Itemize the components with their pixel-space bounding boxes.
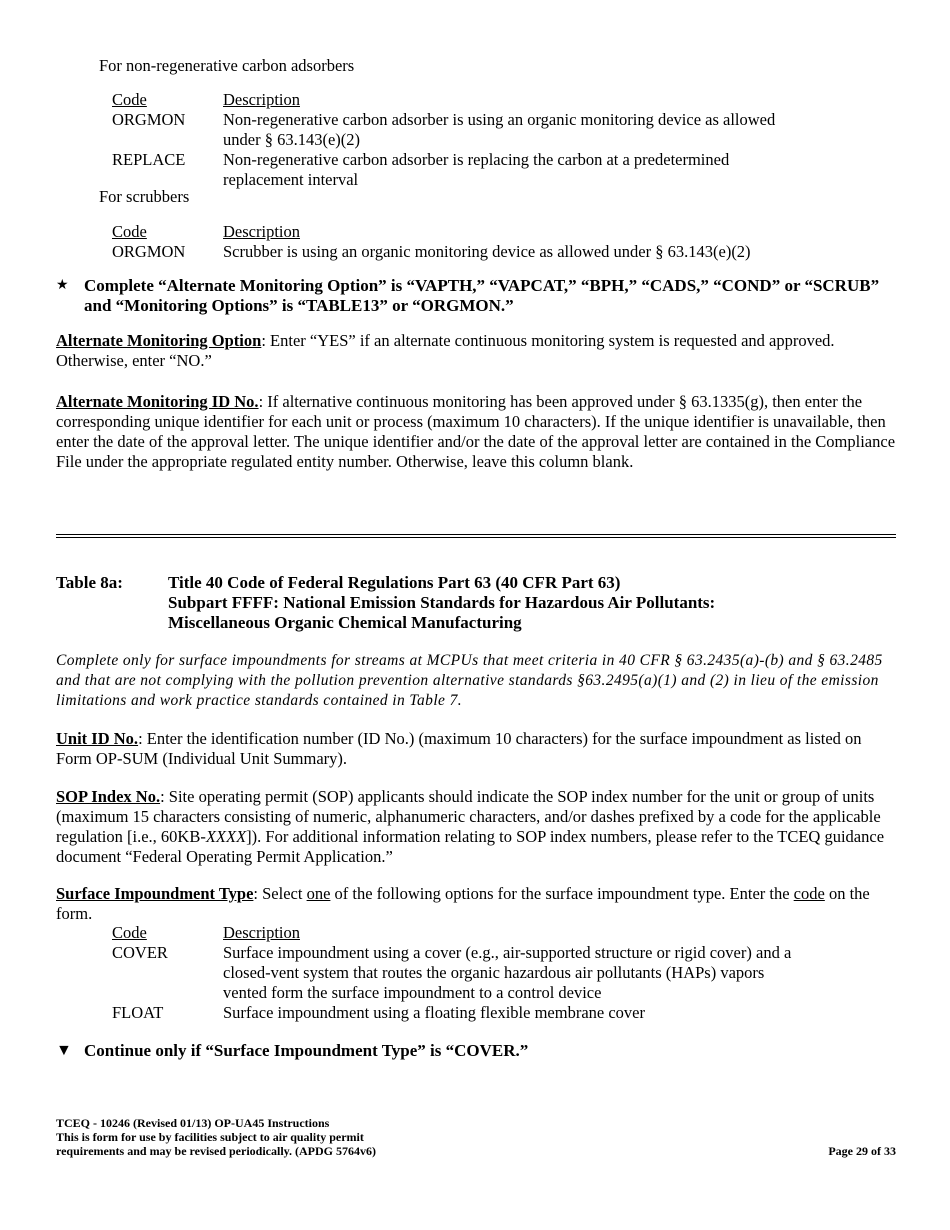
section-divider — [56, 534, 896, 538]
complete-instruction-note — [56, 276, 896, 316]
sop-index-text: : Site operating permit (SOP) applicants should indicate the SOP index number for the unit or group of units (maximum 15 characters consisting of numeric, alphanumeric characters, and/or dashes prefixed by a code for the applicable regulation [i.e., 60KB- — [56, 787, 881, 846]
description-header: Description — [223, 923, 300, 942]
alternate-monitoring-id-paragraph — [56, 392, 896, 472]
alternate-monitoring-option-text: : Enter “YES” if an alternate continuous monitoring system is requested and approved. Otherwise, enter “NO.” — [56, 331, 835, 370]
surface-type-code-table — [112, 923, 792, 1023]
surface-impoundment-type-term: Surface Impoundment Type — [56, 884, 254, 903]
one-emphasis: one — [306, 884, 331, 903]
description-cell: Surface impoundment using a cover (e.g., air-supported structure or rigid cover) and a closed-vent system that routes the organic hazardous air pollutants (HAPs) vapors vented form the surface impoundment to a control device — [223, 943, 792, 1002]
page-number: Page 29 of 33 — [828, 1144, 896, 1158]
sop-index-placeholder: XXXX — [205, 827, 247, 846]
complete-instruction-text: Complete “Alternate Monitoring Option” is “VAPTH,” “VAPCAT,” “BPH,” “CADS,” “COND” or “SCRUB” and “Monitoring Options” is “TABLE13” or “ORGMON.” — [84, 276, 880, 315]
continue-instruction-note — [56, 1041, 896, 1061]
alternate-monitoring-id-text: : If alternative continuous monitoring has been approved under § 63.1335(g), then enter the corresponding unique identifier for each unit or process (maximum 10 characters). If the unique identifier is unavailable, then enter the date of the approval letter. The unique identifier and/or the date of the approval letter are contained in the Compliance File under the appropriate regulated entity number. Otherwise, leave this column blank. — [56, 392, 896, 471]
description-header: Description — [223, 90, 300, 109]
down-triangle-icon: ▼ — [56, 1042, 72, 1059]
table-8a-title-line: Miscellaneous Organic Chemical Manufacturing — [168, 613, 522, 632]
unit-id-term: Unit ID No. — [56, 729, 139, 748]
description-cell: Scrubber is using an organic monitoring device as allowed under § 63.143(e)(2) — [223, 242, 751, 261]
continue-instruction-text: Continue only if “Surface Impoundment Type” is “COVER.” — [84, 1041, 529, 1060]
code-cell: REPLACE — [112, 150, 186, 169]
table-header-row — [112, 923, 792, 943]
table-8a-title-line: Subpart FFFF: National Emission Standards for Hazardous Air Pollutants: — [168, 593, 716, 612]
code-header: Code — [112, 222, 147, 241]
code-cell: FLOAT — [112, 1003, 164, 1022]
carbon-intro: For non-regenerative carbon adsorbers — [99, 56, 355, 75]
description-cell: Surface impoundment using a floating flexible membrane cover — [223, 1003, 645, 1022]
code-emphasis: code — [793, 884, 825, 903]
footer-note-line: requirements and may be revised periodically. (APDG 5764v6) — [56, 1144, 376, 1158]
alternate-monitoring-id-term: Alternate Monitoring ID No. — [56, 392, 259, 411]
carbon-code-table — [112, 90, 812, 190]
table-row — [112, 1003, 792, 1023]
surface-type-text: of the following options for the surface impoundment type. Enter the — [330, 884, 794, 903]
scrubbers-intro: For scrubbers — [99, 187, 190, 206]
scrubbers-code-table — [112, 222, 812, 262]
table-header-row — [112, 222, 812, 242]
footer-note-line: This is form for use by facilities subject to air quality permit — [56, 1130, 364, 1144]
code-cell: ORGMON — [112, 242, 186, 261]
code-cell: COVER — [112, 943, 168, 962]
description-cell: Non-regenerative carbon adsorber is using an organic monitoring device as allowed under § 63.143(e)(2) — [223, 110, 776, 149]
table-8a-heading — [56, 573, 896, 633]
description-cell: Non-regenerative carbon adsorber is replacing the carbon at a predetermined replacement interval — [223, 150, 730, 189]
table-row — [112, 110, 812, 150]
unit-id-paragraph — [56, 729, 896, 769]
table-8a-applicability-note: Complete only for surface impoundments for streams at MCPUs that meet criteria in 40 CFR § 63.2435(a)-(b) and § 63.2485 and that are not complying with the pollution prevention alternative standards §63.2495(a)(1) and (2) in lieu of the emission limitations and work practice standards contained in Table 7. — [56, 652, 883, 709]
sop-index-paragraph — [56, 787, 896, 867]
table-8a-label: Table 8a: — [56, 573, 123, 592]
table-row — [112, 150, 812, 190]
table-header-row — [112, 90, 812, 110]
surface-type-text: on the form. — [56, 884, 870, 923]
table-8a-title-line: Title 40 Code of Federal Regulations Part 63 (40 CFR Part 63) — [168, 573, 621, 592]
sop-index-term: SOP Index No. — [56, 787, 161, 806]
star-icon: ★ — [56, 278, 69, 293]
table-row — [112, 943, 792, 1003]
page-footer — [56, 1116, 896, 1158]
alternate-monitoring-option-paragraph — [56, 331, 896, 371]
surface-type-text: : Select — [253, 884, 307, 903]
unit-id-text: : Enter the identification number (ID No.) (maximum 10 characters) for the surface impoundment as listed on Form OP-SUM (Individual Unit Summary). — [56, 729, 862, 768]
alternate-monitoring-option-term: Alternate Monitoring Option — [56, 331, 262, 350]
code-header: Code — [112, 923, 147, 942]
table-row — [112, 242, 812, 262]
sop-index-text-end: ]). For additional information relating to SOP index numbers, please refer to the TCEQ guidance document “Federal Operating Permit Application.” — [56, 827, 885, 866]
code-header: Code — [112, 90, 147, 109]
description-header: Description — [223, 222, 300, 241]
footer-form-id: TCEQ - 10246 (Revised 01/13) OP-UA45 Instructions — [56, 1116, 330, 1130]
code-cell: ORGMON — [112, 110, 186, 129]
surface-impoundment-type-paragraph — [56, 884, 896, 924]
